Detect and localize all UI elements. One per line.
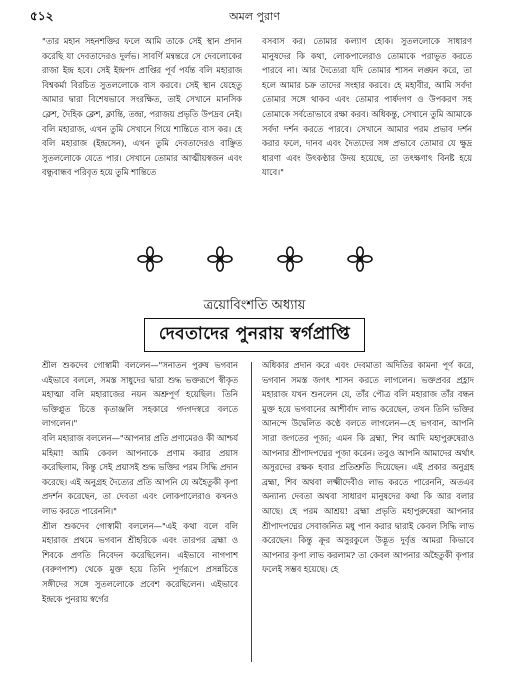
bottom-right-column	[262, 358, 474, 668]
column-divider	[251, 362, 252, 662]
top-right-column	[262, 34, 472, 244]
paragraph: "তার মহান সহনশক্তির ফলে আমি তাকে সেই স্থান প্রদান করেছি যা দেবতাদেরও দুর্লভ। সাবর্ণি মন্বন্তরে সে দেবলোকের রাজা ইন্দ্র হবে। সেই ইন্দ্রপদ প্রাপ্তির পূর্ব পর্যন্ত বলি মহারাজ বিশ্বকর্মা বিরচিত সুতললোকে বাস করবে। সেই স্থান যেহেতু আমার দ্বারা বিশেষভাবে সংরক্ষিত, তাই সেখানে মানসিক ক্লেশ, দৈহিক ক্লেশ, ক্লান্তি, তন্দ্রা, পরাজয় প্রভৃতি উপদ্রব নেই। বলি মহারাজ, এখন তুমি সেখানে গিয়ে শান্তিতে বাস কর। হে বলি মহারাজ (ইন্দ্রসেন), এখন তুমি দেবতাদেরও বাঞ্ছিত সুতললোকে যেতে পার। সেখানে তোমার আত্মীয়স্বজন এবং বন্ধুবান্ধব পরিবৃত হয়ে তুমি শান্তিতে	[42, 36, 242, 178]
paragraph: বলি মহারাজ বললেন—"আপনার প্রতি প্রণামেরও কী আশ্চর্য মহিমা! আমি কেবল আপনাকে প্রণাম করার প্রয়াস করেছিলাম, কিন্তু সেই প্রয়াসই শুদ্ধ ভক্তির পরম সিদ্ধি প্রদান করেছে। এই অনুগ্রহ দৈত্যের প্রতি আপনি যে অহৈতুকী কৃপা প্রদর্শন করেছেন, তা দেবতা এবং লোকপালেরাও কখনও লাভ করতে পারেননি।"	[42, 432, 238, 516]
chapter-title: দেবতাদের পুনরায় স্বর্গপ্রাপ্তি	[144, 318, 365, 352]
flower-ornament-icon	[137, 246, 163, 272]
bottom-left-column	[42, 358, 238, 668]
paragraph: অধিকার প্রদান করে এবং দেবমাতা অদিতির কামনা পূর্ণ করে, ভগবান সমস্ত জগৎ শাসন করতে লাগলেন। ভক্তপ্রবর প্রহ্লাদ মহারাজ যখন শুনলেন যে, তাঁর পৌত্র বলি মহারাজ তাঁর বন্ধন মুক্ত হয়ে ভগবানের আশীর্বাদ লাভ করেছেন, তখন তিনি ভক্তির আনন্দে উদ্বেলিত কণ্ঠে বলতে লাগলেন—হে ভগবান, আপনি সারা জগতের পূজ্য; এমন কি ব্রহ্মা, শিব আদি মহাপুরুষেরাও আপনার শ্রীপাদপদ্মের পূজা করেন। তবুও আপনি আমাদের অর্থাৎ অসুরদের রক্ষক হবার প্রতিশ্রুতি দিয়েছেন। এই প্রকার অনুগ্রহ ব্রহ্মা, শিব অথবা লক্ষ্মীদেবীও লাভ করতে পারেননি, অতএব অন্যান্য দেবতা অথবা সাধারণ মানুষদের কথা কি আর বলার আছে। হে পরম আশ্রয়! ব্রহ্মা প্রভৃতি মহাপুরুষেরা আপনার শ্রীপাদপদ্মের সেবাজনিত মধু পান করার দ্বারাই কেবল সিদ্ধি লাভ করেছেন। কিন্তু ক্রূর অসুরকুলে উদ্ভূত দুর্বৃত্ত আমরা কিভাবে আপনার কৃপা লাভ করলাম? তা কেবল আপনার অহৈতুকী কৃপার ফলেই সম্ভব হয়েছে। হে	[262, 360, 474, 575]
flower-ornament-icon	[347, 246, 373, 272]
paragraph: বসবাস কর। তোমার কল্যাণ হোক। সুতললোকে সাধারণ মানুষদের কি কথা, লোকপালেরাও তোমাকে পরাভূত করতে পারবে না। আর দৈত্যেরা যদি তোমার শাসন লঙ্ঘন করে, তা হলে আমার চক্র তাদের সংহার করবে। হে মহাবীর, আমি সর্বদা তোমার সঙ্গে থাকব এবং তোমার পার্ষদগণ ও উপকরণ সহ তোমাকে সর্বতোভাবে রক্ষা করব। অধিকন্তু, সেখানে তুমি আমাকে সর্বদা দর্শন করতে পারবে। সেখানে আমার পরম প্রভাব দর্শন করার ফলে, দানব এবং দৈত্যদের সঙ্গ প্রভাবে তোমার যে ক্ষুদ্র ধারণা এবং উৎকণ্ঠার উদয় হয়েছে, তা তৎক্ষণাৎ বিনষ্ট হয়ে যাবে।"	[262, 36, 472, 178]
running-head: অমল পুরাণ	[229, 10, 280, 23]
ornament-row	[0, 246, 509, 272]
paragraph: শ্রীল শুকদেব গোস্বামী বললেন—"সনাতন পুরুষ ভগবান এইভাবে বললে, সমস্ত সাধুদের দ্বারা শুদ্ধ ভক্তরূপে স্বীকৃত মহাত্মা বলি মহারাজের নয়ন অশ্রুপূর্ণ হয়েছিল। তিনি ভক্তিপ্লুত চিত্তে কৃতাঞ্জলি সহকারে গদগদস্বরে বলতে লাগলেন।"	[42, 360, 238, 429]
flower-ornament-icon	[277, 246, 303, 272]
top-left-column	[42, 34, 242, 244]
flower-ornament-icon	[207, 246, 233, 272]
page-number: ৫১২	[30, 9, 54, 23]
paragraph: শ্রীল শুকদেব গোস্বামী বললেন—"এই কথা বলে বলি মহারাজ প্রথমে ভগবান শ্রীহরিকে এবং তারপর ব্রহ্মা ও শিবকে প্রণতি নিবেদন করেছিলেন। এইভাবে নাগপাশ (বরুণপাশ) থেকে মুক্ত হয়ে তিনি পূর্ণরূপে প্রসন্নচিত্তে সঙ্গীদের সঙ্গে সুতললোকে প্রবেশ করেছিলেন। এইভাবে ইন্দ্রকে পুনরায় স্বর্গের	[42, 520, 238, 604]
chapter-number: ত্রয়োবিংশতি অধ্যায়	[203, 298, 306, 313]
chapter-title-box	[0, 318, 509, 352]
